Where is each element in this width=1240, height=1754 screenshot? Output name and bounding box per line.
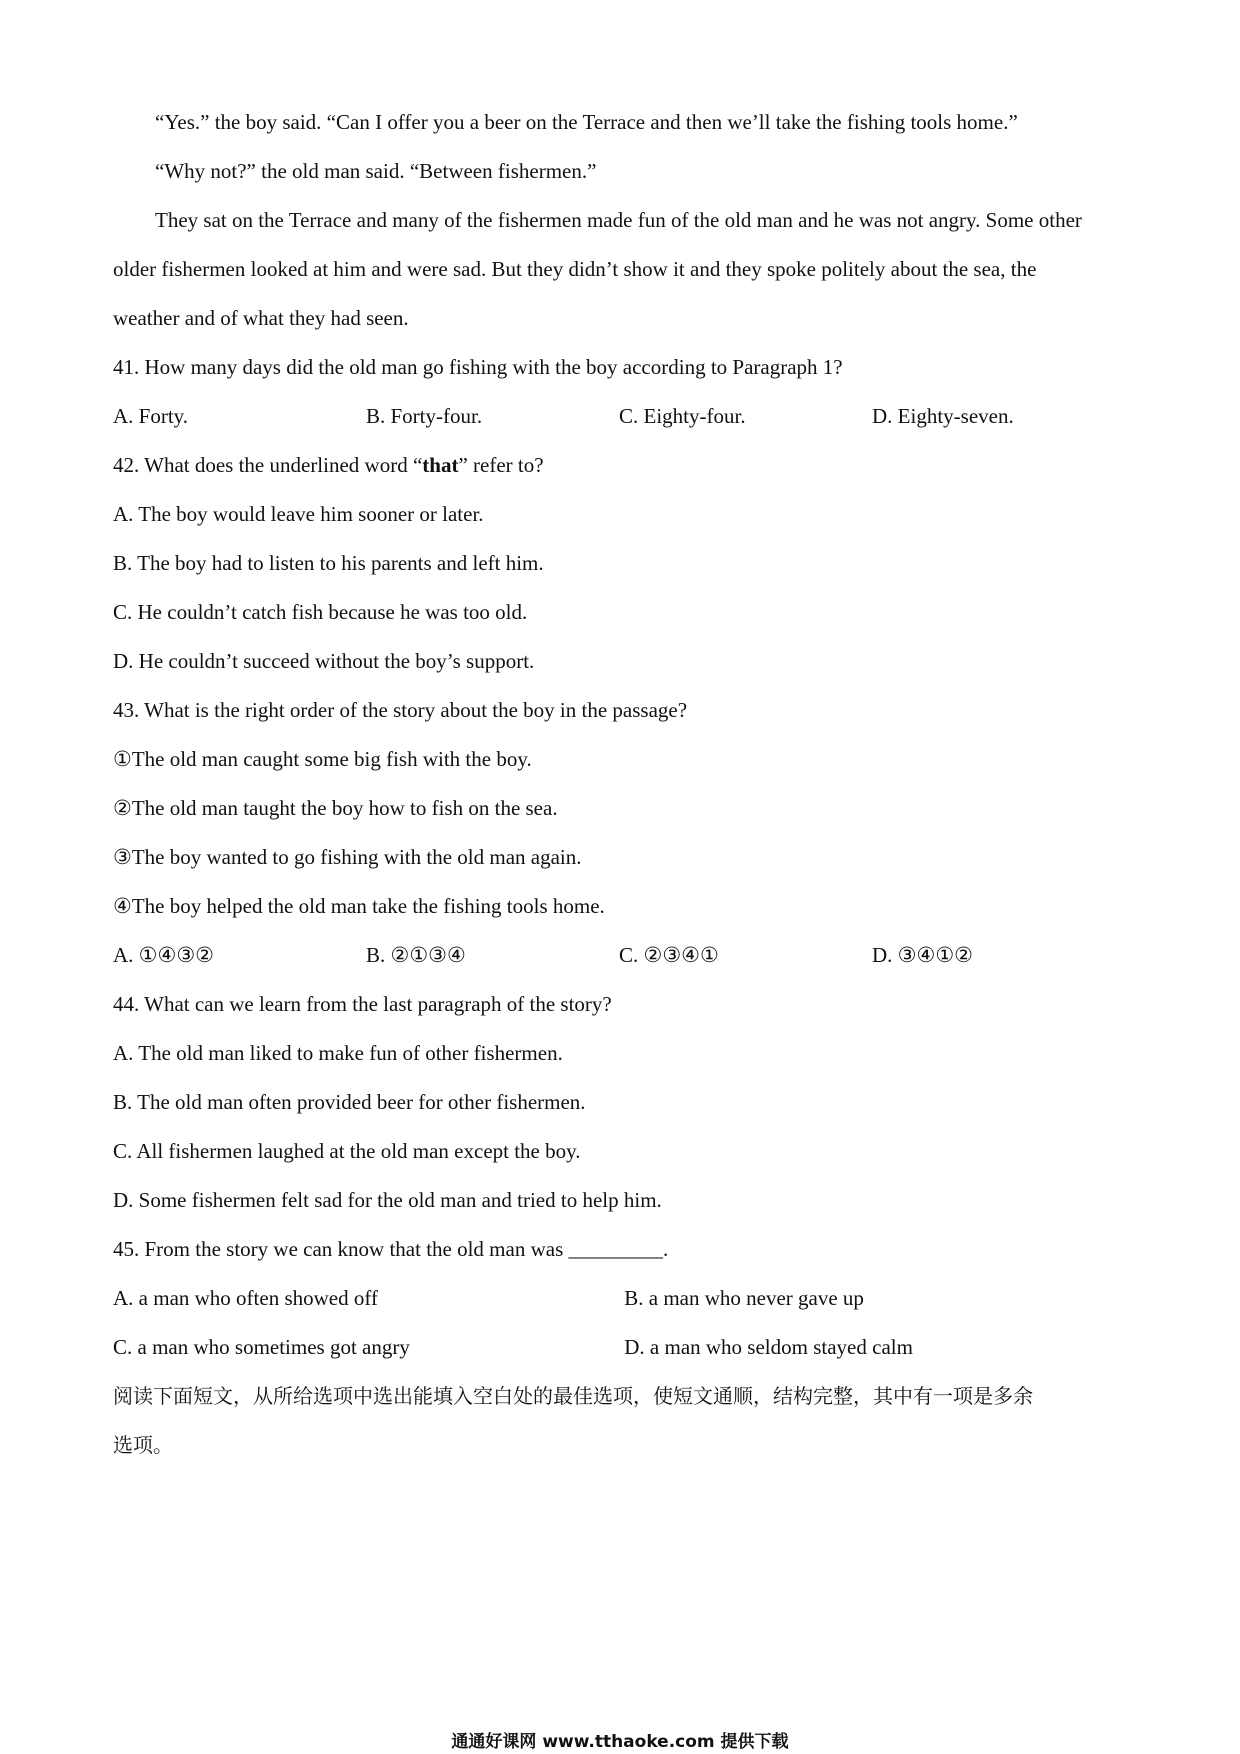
passage-paragraph-3-line-3: weather and of what they had seen.	[113, 306, 409, 330]
question-42-option-a: A. The boy would leave him sooner or later.	[113, 502, 484, 526]
question-43-event-4: ④The boy helped the old man take the fishing tools home.	[113, 894, 605, 918]
passage-paragraph-3-line-2: older fishermen looked at him and were sad. But they didn’t show it and they spoke politely about the sea, the	[113, 257, 1037, 281]
question-41-option-d: D. Eighty-seven.	[872, 404, 1014, 428]
question-42-stem	[113, 441, 1133, 490]
question-44-option-b: B. The old man often provided beer for other fishermen.	[113, 1090, 586, 1114]
passage-paragraph-2: “Why not?” the old man said. “Between fishermen.”	[155, 159, 597, 183]
question-45-option-b: B. a man who never gave up	[624, 1286, 864, 1310]
question-43-option-b: B. ②①③④	[366, 943, 466, 967]
question-43-event-1: ①The old man caught some big fish with the boy.	[113, 747, 532, 771]
question-45-options-row-1	[113, 1274, 1133, 1323]
question-41-options	[113, 392, 1133, 441]
question-41-stem: 41. How many days did the old man go fishing with the boy according to Paragraph 1?	[113, 355, 843, 379]
question-43-option-c: C. ②③④①	[619, 943, 719, 967]
question-45-option-d: D. a man who seldom stayed calm	[624, 1335, 913, 1359]
question-42-underlined-word: that	[422, 453, 459, 477]
question-43-options	[113, 931, 1133, 980]
question-44-option-d: D. Some fishermen felt sad for the old man and tried to help him.	[113, 1188, 662, 1212]
question-42-option-c: C. He couldn’t catch fish because he was too old.	[113, 600, 528, 624]
question-43-event-2: ②The old man taught the boy how to fish on the sea.	[113, 796, 558, 820]
question-44-stem: 44. What can we learn from the last paragraph of the story?	[113, 992, 612, 1016]
question-43-option-d: D. ③④①②	[872, 943, 973, 967]
question-41-option-c: C. Eighty-four.	[619, 404, 746, 428]
page-footer: 通通好课网 www.tthaoke.com 提供下载	[451, 1732, 789, 1752]
question-41-option-b: B. Forty-four.	[366, 404, 483, 428]
question-43-event-3: ③The boy wanted to go fishing with the old man again.	[113, 845, 582, 869]
question-42-stem-before: 42. What does the underlined word “	[113, 453, 423, 477]
section-instruction-line-1: 阅读下面短文，从所给选项中选出能填入空白处的最佳选项，使短文通顺，结构完整，其中有一项是多余	[113, 1384, 1033, 1408]
question-43-stem: 43. What is the right order of the story about the boy in the passage?	[113, 698, 688, 722]
question-43-option-a: A. ①④③②	[113, 943, 214, 967]
question-42-option-b: B. The boy had to listen to his parents and left him.	[113, 551, 544, 575]
passage-paragraph-3-line-1: They sat on the Terrace and many of the fishermen made fun of the old man and he was not angry. Some other	[155, 208, 1082, 232]
question-42-stem-after: ” refer to?	[458, 453, 544, 477]
section-instruction-line-2: 选项。	[113, 1433, 173, 1457]
question-45-options-row-2	[113, 1323, 1133, 1372]
question-42-option-d: D. He couldn’t succeed without the boy’s support.	[113, 649, 535, 673]
question-45-option-a: A. a man who often showed off	[113, 1286, 378, 1310]
question-45-option-c: C. a man who sometimes got angry	[113, 1335, 410, 1359]
question-45-stem: 45. From the story we can know that the old man was _________.	[113, 1237, 669, 1261]
page-content	[113, 98, 1133, 1470]
question-41-option-a: A. Forty.	[113, 404, 189, 428]
passage-paragraph-1: “Yes.” the boy said. “Can I offer you a beer on the Terrace and then we’ll take the fishing tools home.”	[155, 110, 1018, 134]
question-44-option-c: C. All fishermen laughed at the old man except the boy.	[113, 1139, 581, 1163]
question-44-option-a: A. The old man liked to make fun of other fishermen.	[113, 1041, 563, 1065]
